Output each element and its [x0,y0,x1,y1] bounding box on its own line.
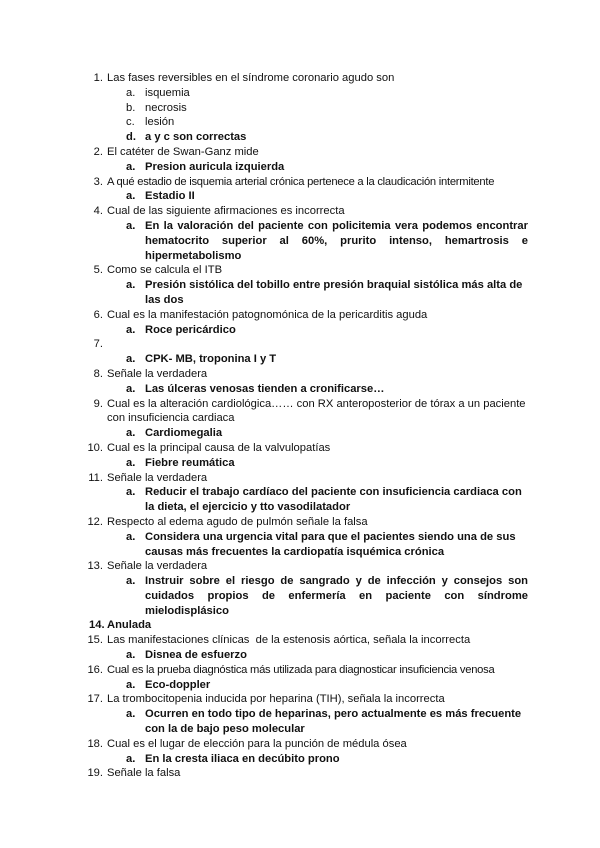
option-letter: a. [126,323,136,336]
option-letter: a. [126,678,136,691]
option-text: a y c son correctas [145,131,247,144]
option-letter: a. [126,530,136,543]
question-text: Las fases reversibles en el síndrome coronario agudo son [107,72,395,84]
question-number: 10. [87,441,103,454]
option-text: Cardiomegalia [145,427,223,440]
question-number: 13. [87,560,103,573]
question-number: 3. [93,175,103,188]
option-letter: a. [126,160,136,173]
option-text: Las úlceras venosas tienden a cronificarse… [145,382,385,395]
option-letter: a. [126,575,136,588]
option-text: En la valoración del paciente con policitemia vera podemos encontrar hematocrito superior al 60%, prurito intenso, hemartrosis e hipermetabolismo [145,219,528,262]
option-text: Considera una urgencia vital para que el pacientes siendo una de sus causas más frecuentes la cardiopatía isquémica crónica [145,530,516,558]
option-9a-answer [0,426,600,441]
question-number: 2. [93,145,103,158]
option-text: Presion auricula izquierda [145,160,285,173]
option-1a [0,86,600,101]
question-text: Señale la falsa [107,767,181,780]
option-2a-answer [0,160,600,175]
question-16 [0,663,600,678]
question-text: Señale la verdadera [107,471,208,484]
option-text: Fiebre reumática [145,456,235,469]
question-text [107,337,527,352]
question-number: 18. [87,737,103,750]
option-3a-answer [0,189,600,204]
question-number: 5. [93,264,103,277]
option-text: Presión sistólica del tobillo entre presión braquial sistólica más alta de las dos [145,279,523,306]
question-14-annulled [0,618,600,633]
option-letter: a. [126,649,136,662]
option-10a-answer [0,456,600,471]
question-number: 8. [93,367,103,380]
question-15 [0,633,600,648]
question-5 [0,263,600,278]
option-5a-answer [0,278,600,308]
option-text: Roce pericárdico [145,323,236,336]
option-8a-answer [0,382,600,397]
question-1 [0,71,600,86]
question-number: 19. [87,767,103,780]
question-text: Anulada [107,619,152,632]
option-letter: a. [126,190,136,203]
question-number: 11. [88,471,103,484]
option-text: Ocurren en todo tipo de heparinas, pero actualmente es más frecuente con la de bajo peso molecular [145,708,522,736]
option-11a-answer [0,485,600,515]
question-number: 6. [93,308,103,321]
question-number: 9. [93,397,103,410]
question-number: 17. [87,693,103,706]
question-number: 4. [93,205,103,218]
question-13 [0,559,600,574]
option-letter: a. [126,456,136,469]
question-text: Señale la verdadera [107,560,208,573]
option-1d-answer [0,130,600,145]
question-2 [0,145,600,160]
option-16a-answer [0,678,600,693]
question-number: 1. [93,72,103,84]
option-letter: a. [126,752,136,765]
option-12a-answer [0,530,600,560]
option-text: isquemia [145,86,190,99]
question-text: Cual es la principal causa de la valvulopatías [107,441,331,454]
question-text: Cual es la manifestación patognomónica de la pericarditis aguda [107,308,428,321]
option-letter: c. [126,116,135,129]
option-text: Estadio II [145,190,195,203]
question-text: Cual es la prueba diagnóstica más utilizada para diagnosticar insuficiencia venosa [107,663,495,676]
question-18 [0,737,600,752]
option-text: lesión [145,116,175,129]
question-12 [0,515,600,530]
option-text: CPK- MB, troponina I y T [145,353,277,366]
option-letter: a. [126,382,136,395]
option-17a-answer [0,707,600,737]
option-letter: a. [126,353,136,366]
option-letter: a. [126,427,136,440]
option-letter: a. [126,219,136,232]
question-19 [0,766,600,781]
question-number: 14. [89,619,105,632]
option-1c [0,115,600,130]
option-letter: a. [126,708,136,721]
question-text: Señale la verdadera [107,367,208,380]
option-text: Instruir sobre el riesgo de sangrado y de infección y consejos son cuidados propios de enfermería en paciente con síndrome mielodisplásico [145,575,528,617]
option-text: necrosis [145,101,187,114]
question-10 [0,441,600,456]
option-letter: a. [126,486,136,499]
option-letter: a. [126,279,136,292]
option-text: Disnea de esfuerzo [145,649,247,662]
question-4 [0,204,600,219]
option-letter: a. [126,86,136,99]
option-letter: b. [126,101,136,114]
question-7 [0,337,600,352]
question-9 [0,397,600,427]
question-text: Respecto al edema agudo de pulmón señale la falsa [107,515,368,528]
question-text: El catéter de Swan-Ganz mide [107,145,259,158]
option-text: Eco-doppler [145,678,211,691]
question-text: Las manifestaciones clínicas de la estenosis aórtica, señala la incorrecta [107,634,471,647]
option-7a-answer [0,352,600,367]
option-text: Reducir el trabajo cardíaco del paciente con insuficiencia cardiaca con la dieta, el ejercicio y tto vasodilatador [145,486,522,514]
question-8 [0,367,600,382]
question-number: 15. [87,634,103,647]
question-6 [0,308,600,323]
question-17 [0,692,600,707]
option-1b [0,101,600,116]
option-6a-answer [0,323,600,338]
question-text: Cual de las siguiente afirmaciones es incorrecta [107,205,345,218]
question-3 [0,175,600,190]
question-text: Cual es el lugar de elección para la punción de médula ósea [107,737,407,750]
question-text: La trombocitopenia inducida por heparina (TIH), señala la incorrecta [107,693,445,706]
question-number: 7. [93,338,103,351]
question-number: 12. [87,515,103,528]
question-text: Cual es la alteración cardiológica…… con RX anteroposterior de tórax a un paciente con insuficiencia cardiaca [107,397,526,425]
question-11 [0,471,600,486]
question-text: A qué estadio de isquemia arterial crónica pertenece a la claudicación intermitente [107,175,495,188]
option-18a-answer [0,752,600,767]
option-letter: d. [126,131,136,144]
option-text: En la cresta iliaca en decúbito prono [145,752,340,765]
option-4a-answer [0,219,600,263]
question-number: 16. [87,663,103,676]
question-list [0,71,600,781]
question-text: Como se calcula el ITB [107,264,223,277]
option-15a-answer [0,648,600,663]
option-13a-answer [0,574,600,618]
